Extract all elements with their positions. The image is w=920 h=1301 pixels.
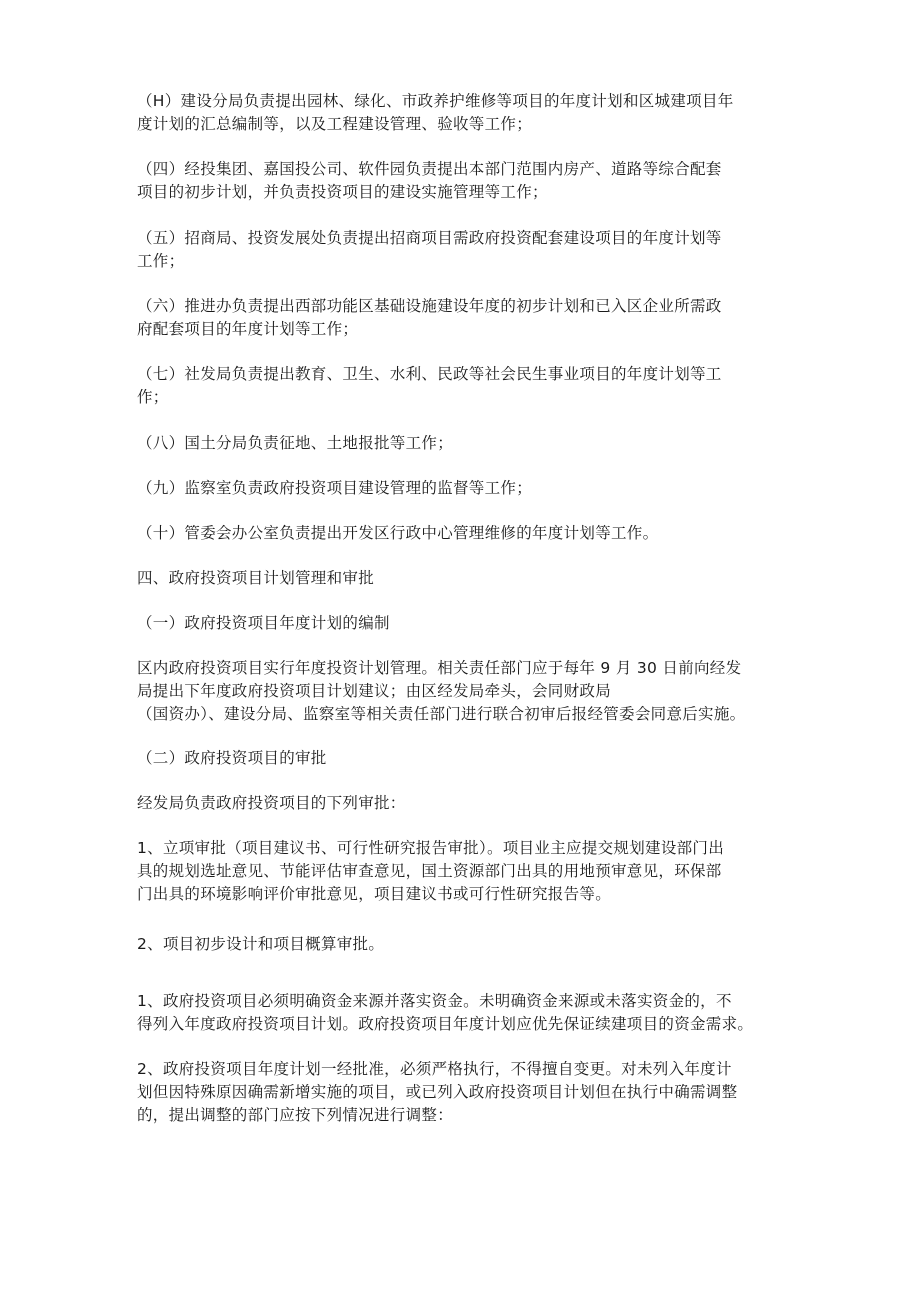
- text-line: 的，提出调整的部门应按下列情况进行调整：: [137, 1106, 454, 1124]
- text-line: （十）管委会办公室负责提出开发区行政中心管理维修的年度计划等工作。: [137, 524, 659, 542]
- text-line: 1、政府投资项目必须明确资金来源并落实资金。未明确资金来源或未落实资金的，不: [137, 992, 732, 1010]
- text-line: 工作；: [137, 252, 185, 270]
- text-line: （八）国土分局负责征地、土地报批等工作；: [137, 434, 454, 452]
- paragraph-item-4: [137, 158, 787, 204]
- text-line: 得列入年度政府投资项目计划。政府投资项目年度计划应优先保证续建项目的资金需求。: [137, 1015, 754, 1033]
- text-line: （国资办）、建设分局、监察室等相关责任部门进行联合初审后报经管委会同意后实施。: [137, 705, 746, 723]
- text-line: 经发局负责政府投资项目的下列审批：: [137, 794, 406, 812]
- paragraph-approval-intro: [137, 792, 787, 815]
- text-line: 1、立项审批（项目建议书、可行性研究报告审批）。项目业主应提交规划建设部门出: [137, 839, 725, 857]
- subsection-heading-4-2: [137, 747, 787, 770]
- text-line: 四、政府投资项目计划管理和审批: [137, 569, 375, 587]
- text-line: 2、政府投资项目年度计划一经批准，必须严格执行，不得擅自变更。对未列入年度计: [137, 1060, 732, 1078]
- text-line: 划但因特殊原因确需新增实施的项目，或已列入政府投资项目计划但在执行中确需调整: [137, 1083, 738, 1101]
- paragraph-approval-2: [137, 933, 787, 956]
- text-line: 门出具的环境影响评价审批意见，项目建议书或可行性研究报告等。: [137, 885, 612, 903]
- paragraph-construction-branch: [137, 90, 787, 136]
- paragraph-item-7: [137, 363, 787, 409]
- text-line: 区内政府投资项目实行年度投资计划管理。相关责任部门应于每年 9 月 30 日前向经发: [137, 659, 742, 677]
- paragraph-item-6: [137, 295, 787, 341]
- text-line: （四）经投集团、嘉国投公司、软件园负责提出本部门范围内房产、道路等综合配套: [137, 160, 722, 178]
- text-line: 局提出下年度政府投资项目计划建议；由区经发局牵头，会同财政局: [137, 682, 612, 700]
- text-line: 项目的初步计划，并负责投资项目的建设实施管理等工作；: [137, 183, 548, 201]
- text-line: 府配套项目的年度计划等工作；: [137, 320, 359, 338]
- text-line: （九）监察室负责政府投资项目建设管理的监督等工作；: [137, 479, 533, 497]
- paragraph-item-9: [137, 477, 787, 500]
- text-line: （六）推进办负责提出西部功能区基础设施建设年度的初步计划和已入区企业所需政: [137, 297, 722, 315]
- text-line: 作；: [137, 388, 169, 406]
- text-line: （二）政府投资项目的审批: [137, 749, 327, 767]
- text-line: （一）政府投资项目年度计划的编制: [137, 614, 390, 632]
- text-line: 具的规划选址意见、节能评估审查意见，国土资源部门出具的用地预审意见，环保部: [137, 862, 722, 880]
- paragraph-item-10: [137, 522, 787, 545]
- paragraph-rule-1: [137, 990, 787, 1036]
- paragraph-item-5: [137, 227, 787, 273]
- paragraph-rule-2: [137, 1058, 787, 1127]
- paragraph-item-8: [137, 432, 787, 455]
- section-heading-4: [137, 567, 787, 590]
- text-line: （五）招商局、投资发展处负责提出招商项目需政府投资配套建设项目的年度计划等: [137, 229, 722, 247]
- text-line: 2、项目初步设计和项目概算审批。: [137, 935, 385, 953]
- text-line: 度计划的汇总编制等，以及工程建设管理、验收等工作；: [137, 115, 533, 133]
- text-line: （H）建设分局负责提出园林、绿化、市政养护维修等项目的年度计划和区城建项目年: [137, 92, 734, 110]
- paragraph-approval-1: [137, 837, 787, 906]
- paragraph-annual-plan: [137, 657, 787, 726]
- subsection-heading-4-1: [137, 612, 787, 635]
- text-line: （七）社发局负责提出教育、卫生、水利、民政等社会民生事业项目的年度计划等工: [137, 365, 722, 383]
